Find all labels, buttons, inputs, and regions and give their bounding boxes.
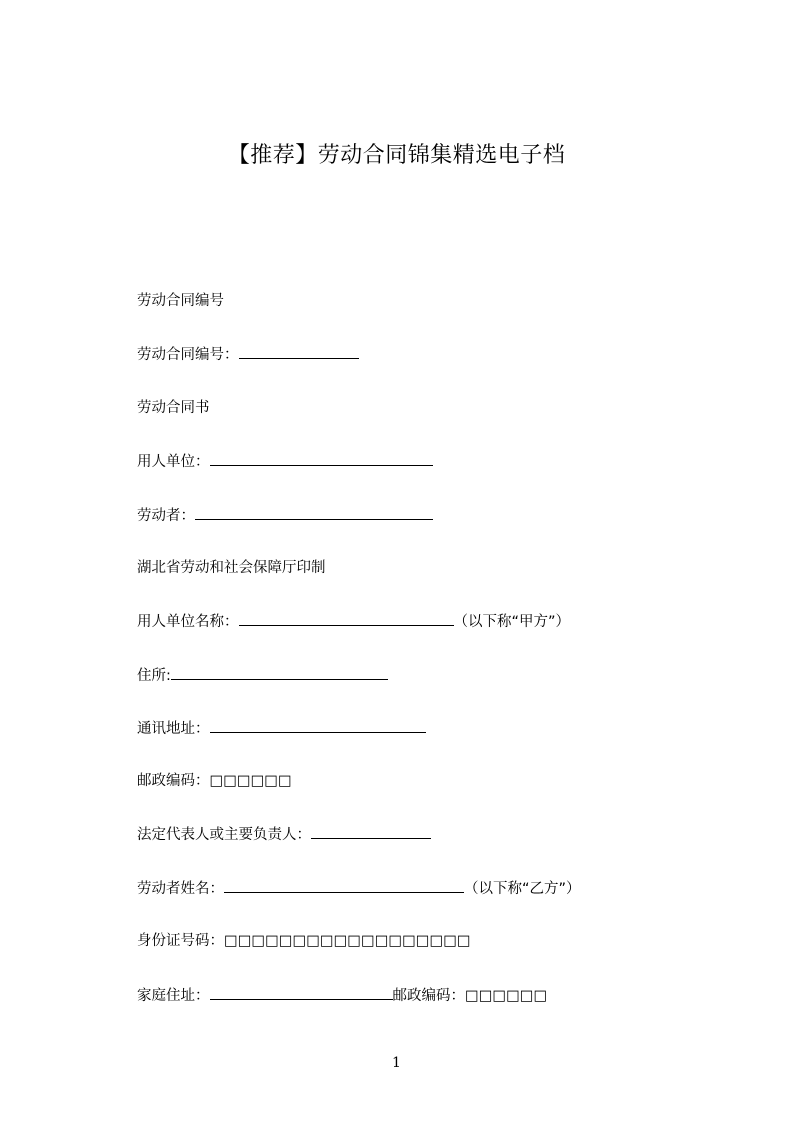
contract-number-blank[interactable]	[239, 344, 359, 359]
contract-book-heading: 劳动合同书	[137, 400, 210, 416]
document-title: 【推荐】劳动合同锦集精选电子档	[227, 143, 566, 168]
employer-name-row	[137, 611, 570, 632]
home-postal-code-boxes[interactable]: □□□□□□	[465, 988, 548, 1004]
printed-by-line: 湖北省劳动和社会保障厅印制	[137, 560, 326, 576]
worker-label: 劳动者：	[137, 508, 195, 524]
postal-code-row	[137, 771, 292, 791]
id-number-boxes[interactable]: □□□□□□□□□□□□□□□□□□	[224, 933, 471, 949]
worker-name-suffix: （以下称“乙方”）	[464, 881, 581, 897]
id-number-label: 身份证号码：	[137, 933, 224, 949]
mailing-address-label: 通讯地址：	[137, 721, 210, 737]
id-number-row	[137, 931, 471, 951]
address-blank[interactable]	[171, 665, 388, 680]
home-address-row	[137, 985, 547, 1006]
employer-blank[interactable]	[210, 451, 433, 466]
worker-name-blank[interactable]	[224, 878, 464, 893]
worker-name-label: 劳动者姓名：	[137, 881, 224, 897]
worker-row	[137, 505, 433, 526]
legal-rep-row	[137, 824, 431, 845]
employer-row	[137, 451, 433, 472]
postal-code-boxes[interactable]: □□□□□□	[209, 773, 292, 789]
contract-number-label: 劳动合同编号：	[137, 347, 239, 363]
mailing-address-row	[137, 718, 426, 739]
worker-blank[interactable]	[195, 505, 433, 520]
postal-code-label: 邮政编码：	[137, 773, 210, 789]
page-number: 1	[392, 1055, 401, 1071]
home-address-blank[interactable]	[210, 985, 393, 1000]
address-label: 住所:	[137, 668, 171, 684]
employer-label: 用人单位：	[137, 454, 210, 470]
worker-name-row	[137, 878, 581, 899]
home-postal-code-label: 邮政编码：	[392, 988, 465, 1004]
mailing-address-blank[interactable]	[210, 718, 426, 733]
legal-rep-label: 法定代表人或主要负责人：	[137, 827, 311, 843]
employer-name-label: 用人单位名称：	[137, 614, 239, 630]
contract-number-row	[137, 344, 359, 365]
employer-name-suffix: （以下称“甲方”）	[453, 614, 571, 630]
home-address-label: 家庭住址：	[137, 988, 210, 1004]
legal-rep-blank[interactable]	[311, 824, 431, 839]
contract-number-heading: 劳动合同编号	[137, 293, 224, 309]
address-row	[137, 665, 388, 686]
employer-name-blank[interactable]	[239, 611, 454, 626]
